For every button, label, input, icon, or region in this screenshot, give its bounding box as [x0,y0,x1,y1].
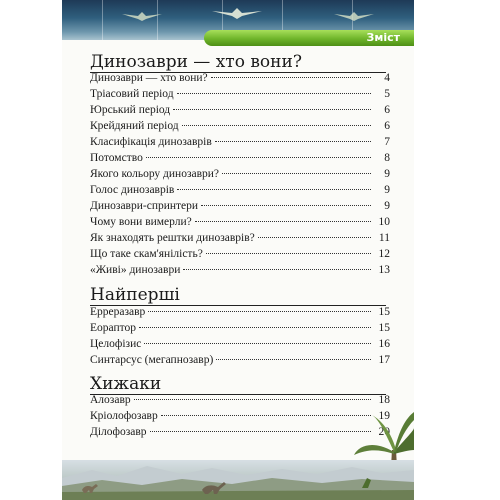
toc-entry-label: Крейдяний період [90,120,179,132]
pterosaur-icon [122,8,162,22]
toc-entry-label: Юрський період [90,104,171,116]
toc-page-number: 19 [378,410,390,422]
dot-leader [183,269,371,270]
toc-entry[interactable] [90,306,390,322]
toc-entry-label: Потомство [90,152,143,164]
toc-entry-label: «Живі» динозаври [90,264,181,276]
toc-page-number: 6 [384,120,390,132]
dot-leader [161,415,371,416]
toc-entry[interactable] [90,322,390,338]
toc-entry[interactable] [90,200,390,216]
dot-leader [173,109,371,110]
toc-entry[interactable] [90,104,390,120]
pterosaur-icon [334,8,374,22]
dot-leader [182,125,371,126]
toc-page-number: 10 [378,216,390,228]
toc-page-number: 4 [384,72,390,84]
toc-page-number: 9 [384,184,390,196]
dot-leader [148,311,371,312]
dot-leader [146,157,371,158]
toc-page-number: 11 [378,232,390,244]
toc-entry-label: Динозаври — хто вони? [90,72,208,84]
toc-entry-label: Що таке скам'янілість? [90,248,203,260]
section-title: Динозаври — хто вони? [90,52,302,72]
toc-entry-label: Кріолофозавр [90,410,158,422]
dot-leader [195,221,371,222]
toc-page-number: 6 [384,104,390,116]
toc-entry[interactable] [90,168,390,184]
toc-entry[interactable] [90,72,390,88]
toc-page-number: 9 [384,200,390,212]
dot-leader [177,93,371,94]
toc-page-number: 15 [378,306,390,318]
contents-banner [204,30,414,46]
toc-entry[interactable] [90,184,390,200]
toc-entry[interactable] [90,264,390,280]
toc-entry[interactable] [90,232,390,248]
banner-label: Зміст [366,31,400,44]
pterosaur-icon [212,4,262,20]
footer-landscape-illustration [62,460,414,500]
toc-page-number: 18 [378,394,390,406]
toc-entry[interactable] [90,410,390,426]
book-page [62,0,414,500]
section-title: Хижаки [90,374,162,394]
toc-page-number: 13 [378,264,390,276]
toc-page-number: 17 [378,354,390,366]
dot-leader [216,359,371,360]
toc-entry-label: Класифікація динозаврів [90,136,212,148]
toc-entry-label: Еррерaзавр [90,306,146,318]
toc-entry[interactable] [90,354,390,370]
dot-leader [258,237,371,238]
dot-leader [201,205,371,206]
toc-entry-label: Динозаври-спринтери [90,200,199,212]
toc-entry[interactable] [90,136,390,152]
section-title: Найперші [90,285,180,305]
toc-page-number: 20 [378,426,390,438]
toc-entry-label: Якого кольору динозаври? [90,168,220,180]
toc-page-number: 12 [378,248,390,260]
toc-page-number: 15 [378,322,390,334]
toc-entry[interactable] [90,248,390,264]
toc-entry-label: Ділофозавр [90,426,147,438]
dot-leader [150,431,371,432]
toc-entry-label: Синтарсус (мегапнозавр) [90,354,214,366]
dot-leader [206,253,371,254]
dot-leader [215,141,371,142]
toc-page-number: 9 [384,168,390,180]
dot-leader [134,399,371,400]
toc-entry-label: Алозавр [90,394,131,406]
toc-entry-label: Еораптор [90,322,137,334]
toc-entry[interactable] [90,152,390,168]
toc-entry-label: Чому вони вимерли? [90,216,192,228]
toc-page-number: 8 [384,152,390,164]
toc-entry[interactable] [90,120,390,136]
toc-page-number: 16 [378,338,390,350]
dot-leader [139,327,371,328]
toc-entry-label: Голос динозаврів [90,184,175,196]
toc-entry[interactable] [90,216,390,232]
dot-leader [144,343,371,344]
toc-entry-label: Целофізис [90,338,142,350]
dot-leader [222,173,371,174]
toc-entry-label: Тріасовий період [90,88,174,100]
toc-page-number: 5 [384,88,390,100]
toc-page-number: 7 [384,136,390,148]
toc-entry-label: Як знаходять рештки динозаврів? [90,232,255,244]
dot-leader [177,189,371,190]
toc-entry[interactable] [90,426,390,442]
dot-leader [211,77,371,78]
toc-entry[interactable] [90,88,390,104]
toc-entry[interactable] [90,338,390,354]
toc-entry[interactable] [90,394,390,410]
